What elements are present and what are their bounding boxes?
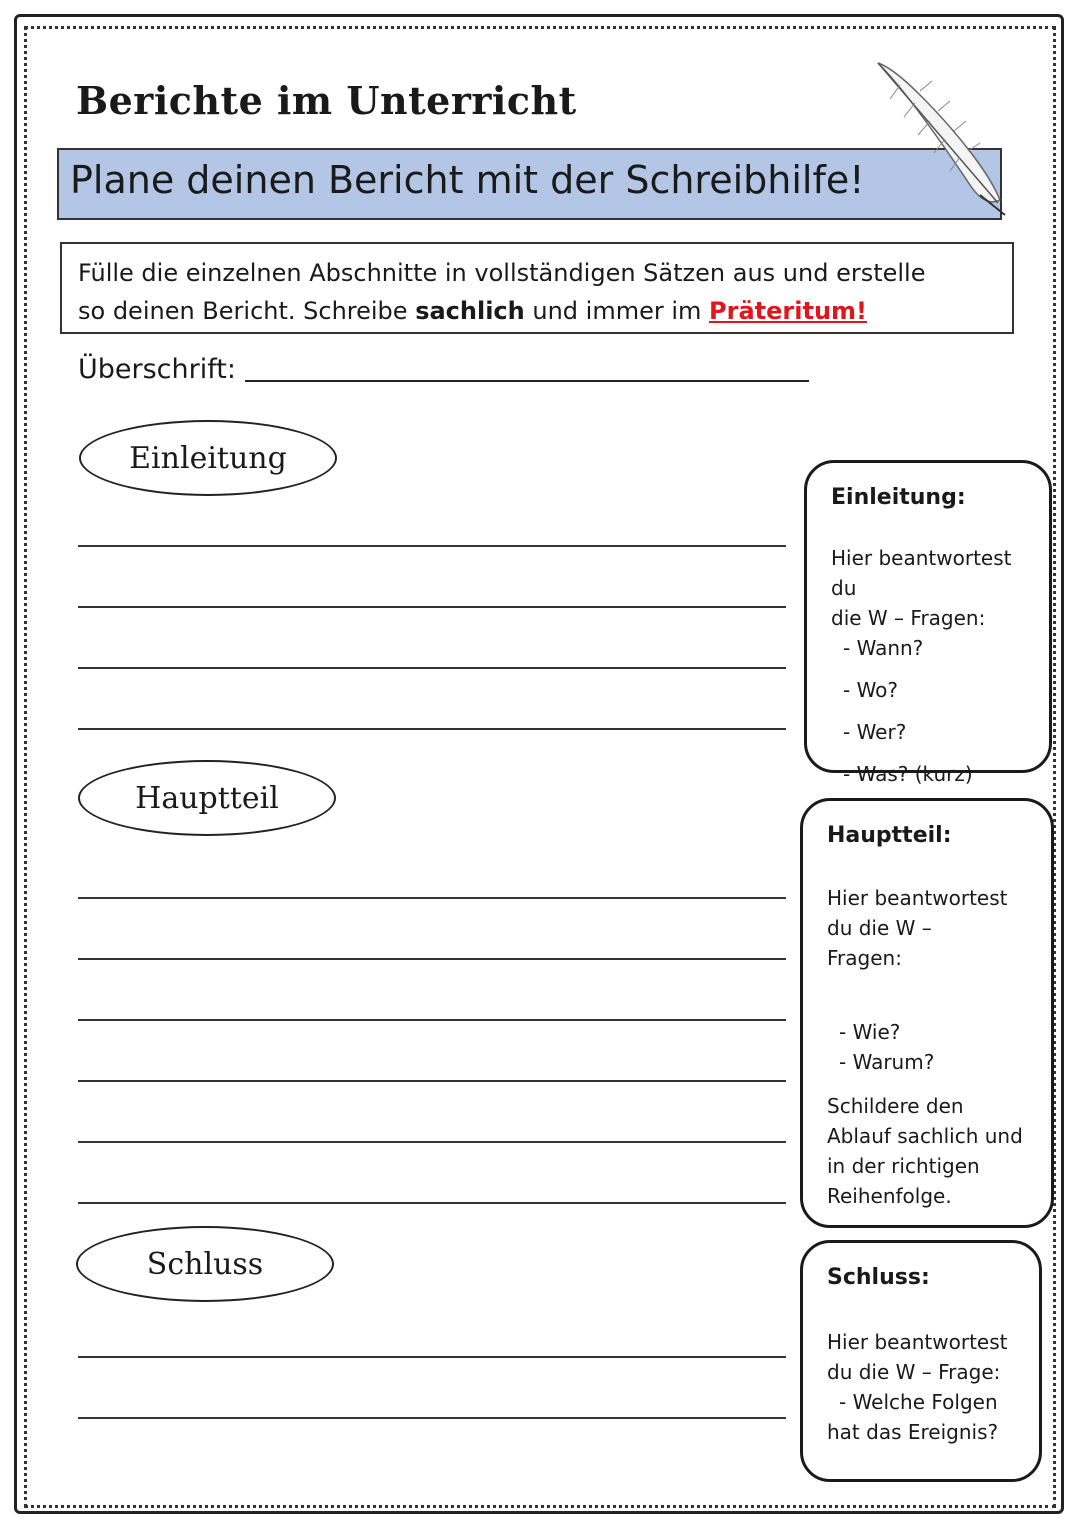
list-item: - Wann? [843,636,924,660]
list-item: - Wie? [839,1020,901,1044]
write-line[interactable] [78,958,786,960]
write-line[interactable] [78,1019,786,1021]
write-line[interactable] [78,1080,786,1082]
instruction-line-2: so deinen Bericht. Schreibe sachlich und immer im Präteritum! [78,297,867,325]
write-line[interactable] [78,1417,786,1419]
instruction-line-1: Fülle die einzelnen Abschnitte in vollständigen Sätzen aus und erstelle [78,259,926,287]
section-oval-hauptteil: Hauptteil [78,760,336,836]
hint-heading: Hauptteil: [827,823,952,848]
feather-quill-icon [860,55,1010,220]
section-oval-einleitung: Einleitung [79,420,337,496]
write-line[interactable] [78,606,786,608]
instruction-bold-word: sachlich [415,297,525,325]
list-item: - Wo? [843,678,899,702]
instruction-box [60,242,1014,334]
hint-box-einleitung: Einleitung: Hier beantwortest du die W – Fragen: - Wann? - Wo? - Wer? - Was? (kurz) [804,460,1052,773]
write-line[interactable] [78,1141,786,1143]
page-title: Berichte im Unterricht [76,78,577,123]
list-item: - Warum? [839,1050,935,1074]
hint-heading: Einleitung: [831,485,966,510]
write-line[interactable] [78,897,786,899]
write-line[interactable] [78,545,786,547]
hint-box-hauptteil: Hauptteil: Hier beantwortest du die W – Fragen: - Wie? - Warum? Schildere den Ablauf sachlich und in der richtigen Reihenfolge. [800,798,1054,1228]
instruction-red-word: Präteritum! [709,297,867,325]
hint-heading: Schluss: [827,1265,930,1290]
heading-write-line[interactable] [245,380,809,382]
write-line[interactable] [78,728,786,730]
list-item: - Wer? [843,720,907,744]
write-line[interactable] [78,1202,786,1204]
write-line[interactable] [78,667,786,669]
heading-label: Überschrift: [78,354,236,385]
list-item: - Was? (kurz) [843,762,973,786]
section-oval-schluss: Schluss [76,1226,334,1302]
banner-heading: Plane deinen Bericht mit der Schreibhilfe! [70,158,865,202]
list-item: - Welche Folgen [839,1390,998,1414]
hint-box-schluss: Schluss: Hier beantwortest du die W – Frage: - Welche Folgen hat das Ereignis? [800,1240,1042,1482]
write-line[interactable] [78,1356,786,1358]
